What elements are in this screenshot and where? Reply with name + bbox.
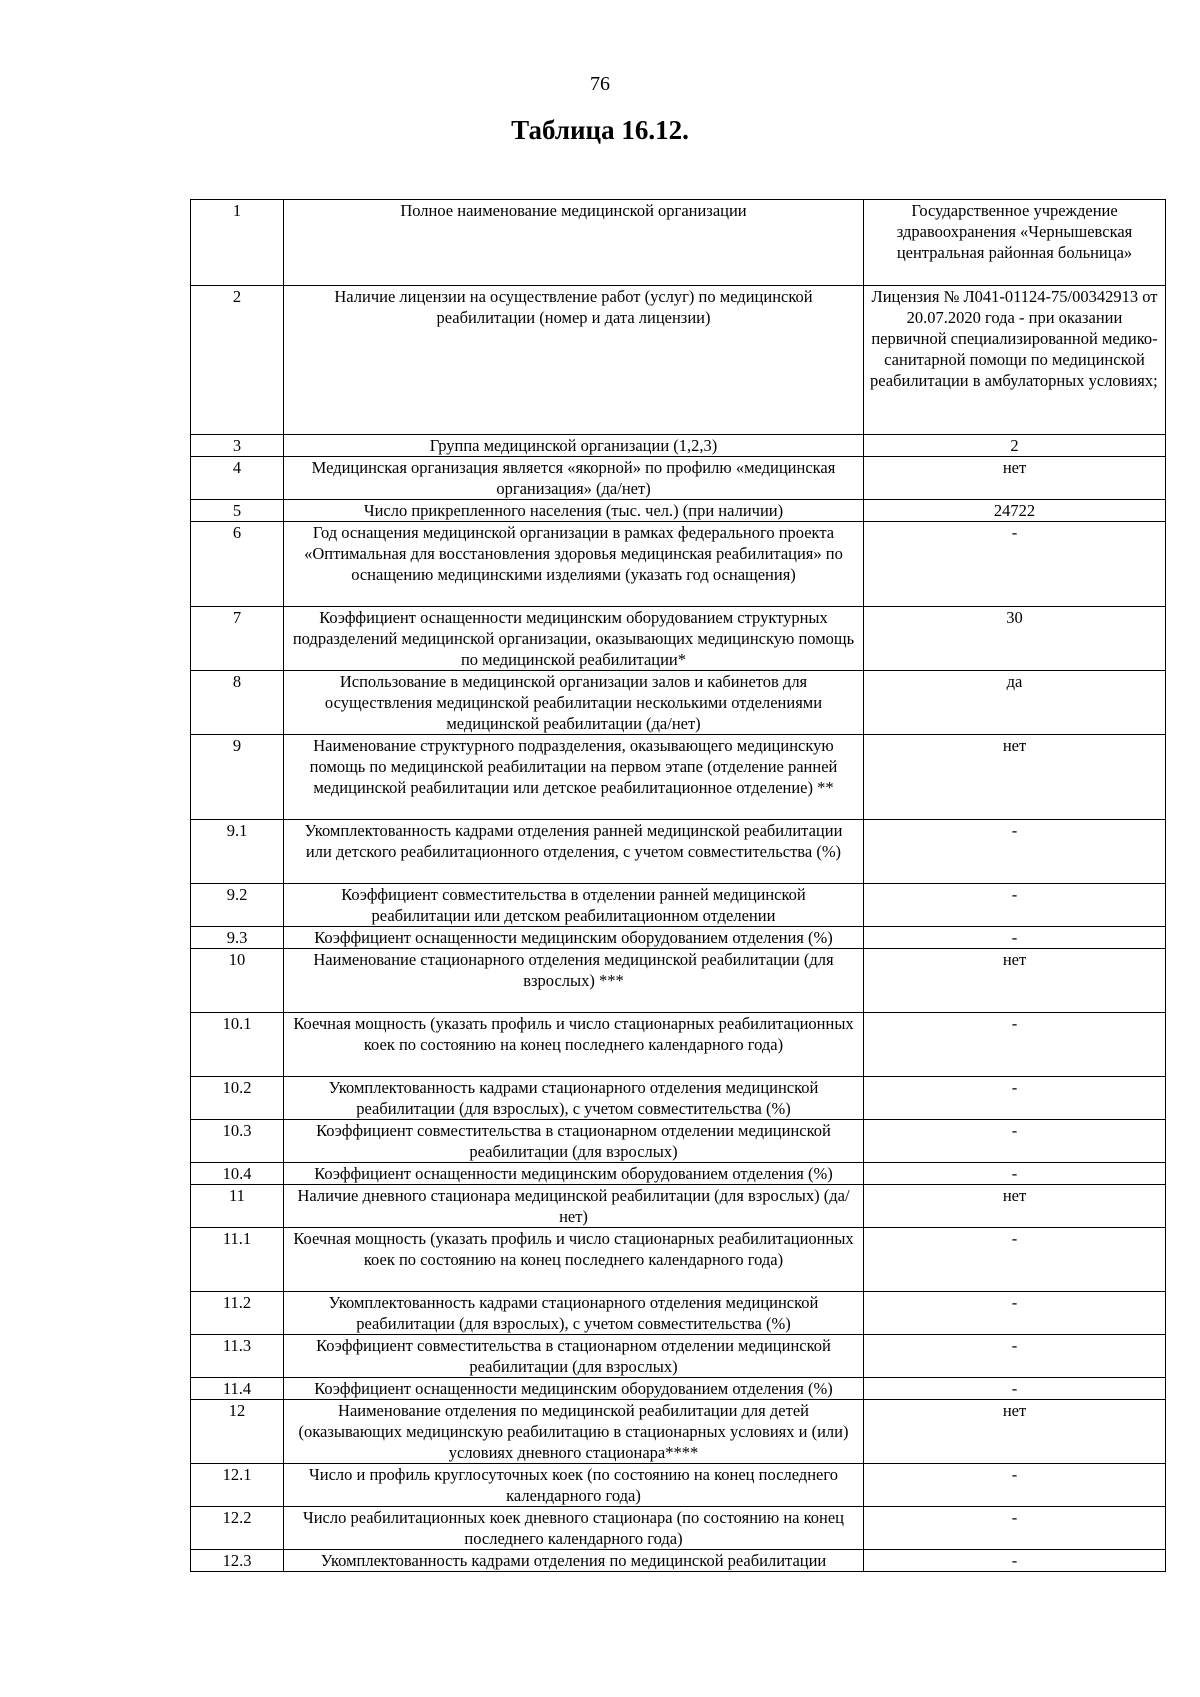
row-value: - (864, 522, 1166, 607)
row-number: 4 (191, 457, 284, 500)
row-number: 9.2 (191, 884, 284, 927)
row-value: - (864, 1292, 1166, 1335)
row-number: 3 (191, 435, 284, 457)
row-number: 12.1 (191, 1464, 284, 1507)
row-number: 8 (191, 671, 284, 735)
row-number: 9.1 (191, 820, 284, 884)
table-row (191, 671, 1166, 735)
row-parameter: Наименование стационарного отделения медицинской реабилитации (для взрослых) *** (284, 949, 864, 1013)
row-value: - (864, 1378, 1166, 1400)
row-value: 2 (864, 435, 1166, 457)
row-parameter: Число прикрепленного населения (тыс. чел.) (при наличии) (284, 500, 864, 522)
row-value: - (864, 1120, 1166, 1163)
row-parameter: Медицинская организация является «якорной» по профилю «медицинская организация» (да/нет) (284, 457, 864, 500)
table-row (191, 1292, 1166, 1335)
row-parameter: Коечная мощность (указать профиль и число стационарных реабилитационных коек по состоянию на конец последнего календарного года) (284, 1228, 864, 1292)
row-number: 5 (191, 500, 284, 522)
row-number: 12.2 (191, 1507, 284, 1550)
table-row (191, 522, 1166, 607)
row-number: 11.4 (191, 1378, 284, 1400)
row-parameter: Коэффициент совместительства в стационарном отделении медицинской реабилитации (для взрослых) (284, 1335, 864, 1378)
row-value: - (864, 884, 1166, 927)
table-row (191, 735, 1166, 820)
row-number: 12.3 (191, 1550, 284, 1572)
table-row (191, 1163, 1166, 1185)
row-value: - (864, 1335, 1166, 1378)
row-number: 10 (191, 949, 284, 1013)
table-row (191, 927, 1166, 949)
row-parameter: Число и профиль круглосуточных коек (по состоянию на конец последнего календарного года) (284, 1464, 864, 1507)
row-value: нет (864, 735, 1166, 820)
row-parameter: Наличие лицензии на осуществление работ (услуг) по медицинской реабилитации (номер и дата лицензии) (284, 286, 864, 435)
row-value: нет (864, 457, 1166, 500)
table-row (191, 1378, 1166, 1400)
row-parameter: Наименование отделения по медицинской реабилитации для детей (оказывающих медицинскую реабилитацию в стационарных условиях и (или) условиях дневного стационара**** (284, 1400, 864, 1464)
row-parameter: Коечная мощность (указать профиль и число стационарных реабилитационных коек по состоянию на конец последнего календарного года) (284, 1013, 864, 1077)
table-row (191, 1464, 1166, 1507)
row-value: нет (864, 1185, 1166, 1228)
table-row (191, 457, 1166, 500)
row-value: - (864, 1550, 1166, 1572)
row-value: - (864, 1077, 1166, 1120)
table-row (191, 1550, 1166, 1572)
row-number: 11.2 (191, 1292, 284, 1335)
page-number: 76 (590, 73, 610, 95)
table-row (191, 1507, 1166, 1550)
row-number: 1 (191, 200, 284, 286)
row-value: - (864, 1507, 1166, 1550)
table-row (191, 435, 1166, 457)
row-value: нет (864, 1400, 1166, 1464)
row-value: - (864, 820, 1166, 884)
row-value: нет (864, 949, 1166, 1013)
table-row (191, 820, 1166, 884)
table-row (191, 1228, 1166, 1292)
row-number: 7 (191, 607, 284, 671)
row-parameter: Использование в медицинской организации залов и кабинетов для осуществления медицинской реабилитации несколькими отделениями медицинской реабилитации (да/нет) (284, 671, 864, 735)
row-parameter: Коэффициент оснащенности медицинским оборудованием отделения (%) (284, 1163, 864, 1185)
table-row (191, 1185, 1166, 1228)
row-number: 9 (191, 735, 284, 820)
row-number: 11.3 (191, 1335, 284, 1378)
table-row (191, 200, 1166, 286)
row-number: 9.3 (191, 927, 284, 949)
row-parameter: Коэффициент оснащенности медицинским оборудованием структурных подразделений медицинской организации, оказывающих медицинскую помощь по медицинской реабилитации* (284, 607, 864, 671)
row-parameter: Коэффициент оснащенности медицинским оборудованием отделения (%) (284, 927, 864, 949)
row-parameter: Укомплектованность кадрами отделения ранней медицинской реабилитации или детского реабилитационного отделения, с учетом совместительства (%) (284, 820, 864, 884)
table-row (191, 500, 1166, 522)
row-parameter: Наличие дневного стационара медицинской реабилитации (для взрослых) (да/нет) (284, 1185, 864, 1228)
table-row (191, 1120, 1166, 1163)
row-value: - (864, 1163, 1166, 1185)
row-value: 30 (864, 607, 1166, 671)
row-parameter: Наименование структурного подразделения, оказывающего медицинскую помощь по медицинской реабилитации на первом этапе (отделение ранней медицинской реабилитации или детское реабилитационное отделение) ** (284, 735, 864, 820)
row-parameter: Укомплектованность кадрами стационарного отделения медицинской реабилитации (для взрослых), с учетом совместительства (%) (284, 1292, 864, 1335)
row-number: 11.1 (191, 1228, 284, 1292)
row-parameter: Группа медицинской организации (1,2,3) (284, 435, 864, 457)
table-row (191, 1335, 1166, 1378)
row-parameter: Год оснащения медицинской организации в рамках федерального проекта «Оптимальная для восстановления здоровья медицинская реабилитация» по оснащению медицинскими изделиями (указать год оснащения) (284, 522, 864, 607)
row-parameter: Укомплектованность кадрами стационарного отделения медицинской реабилитации (для взрослых), с учетом совместительства (%) (284, 1077, 864, 1120)
table-row (191, 1013, 1166, 1077)
row-value: - (864, 1013, 1166, 1077)
row-value: - (864, 1464, 1166, 1507)
row-value: - (864, 1228, 1166, 1292)
row-number: 10.1 (191, 1013, 284, 1077)
row-number: 12 (191, 1400, 284, 1464)
row-parameter: Укомплектованность кадрами отделения по медицинской реабилитации (284, 1550, 864, 1572)
row-value: Лицензия № Л041-01124-75/00342913 от 20.07.2020 года - при оказании первичной специализированной медико-санитарной помощи по медицинской реабилитации в амбулаторных условиях; (864, 286, 1166, 435)
table-row (191, 884, 1166, 927)
table-row (191, 1077, 1166, 1120)
row-parameter: Коэффициент оснащенности медицинским оборудованием отделения (%) (284, 1378, 864, 1400)
table-row (191, 607, 1166, 671)
table-row (191, 1400, 1166, 1464)
row-number: 11 (191, 1185, 284, 1228)
row-number: 6 (191, 522, 284, 607)
organization-table (190, 199, 1166, 1572)
row-parameter: Полное наименование медицинской организации (284, 200, 864, 286)
row-value: Государственное учреждение здравоохранения «Чернышевская центральная районная больница» (864, 200, 1166, 286)
table-row (191, 949, 1166, 1013)
table-row (191, 286, 1166, 435)
row-parameter: Число реабилитационных коек дневного стационара (по состоянию на конец последнего календарного года) (284, 1507, 864, 1550)
row-value: да (864, 671, 1166, 735)
row-number: 10.3 (191, 1120, 284, 1163)
row-value: 24722 (864, 500, 1166, 522)
row-value: - (864, 927, 1166, 949)
row-number: 2 (191, 286, 284, 435)
row-parameter: Коэффициент совместительства в стационарном отделении медицинской реабилитации (для взрослых) (284, 1120, 864, 1163)
row-number: 10.4 (191, 1163, 284, 1185)
row-parameter: Коэффициент совместительства в отделении ранней медицинской реабилитации или детском реабилитационном отделении (284, 884, 864, 927)
table-title: Таблица 16.12. (511, 115, 689, 145)
row-number: 10.2 (191, 1077, 284, 1120)
